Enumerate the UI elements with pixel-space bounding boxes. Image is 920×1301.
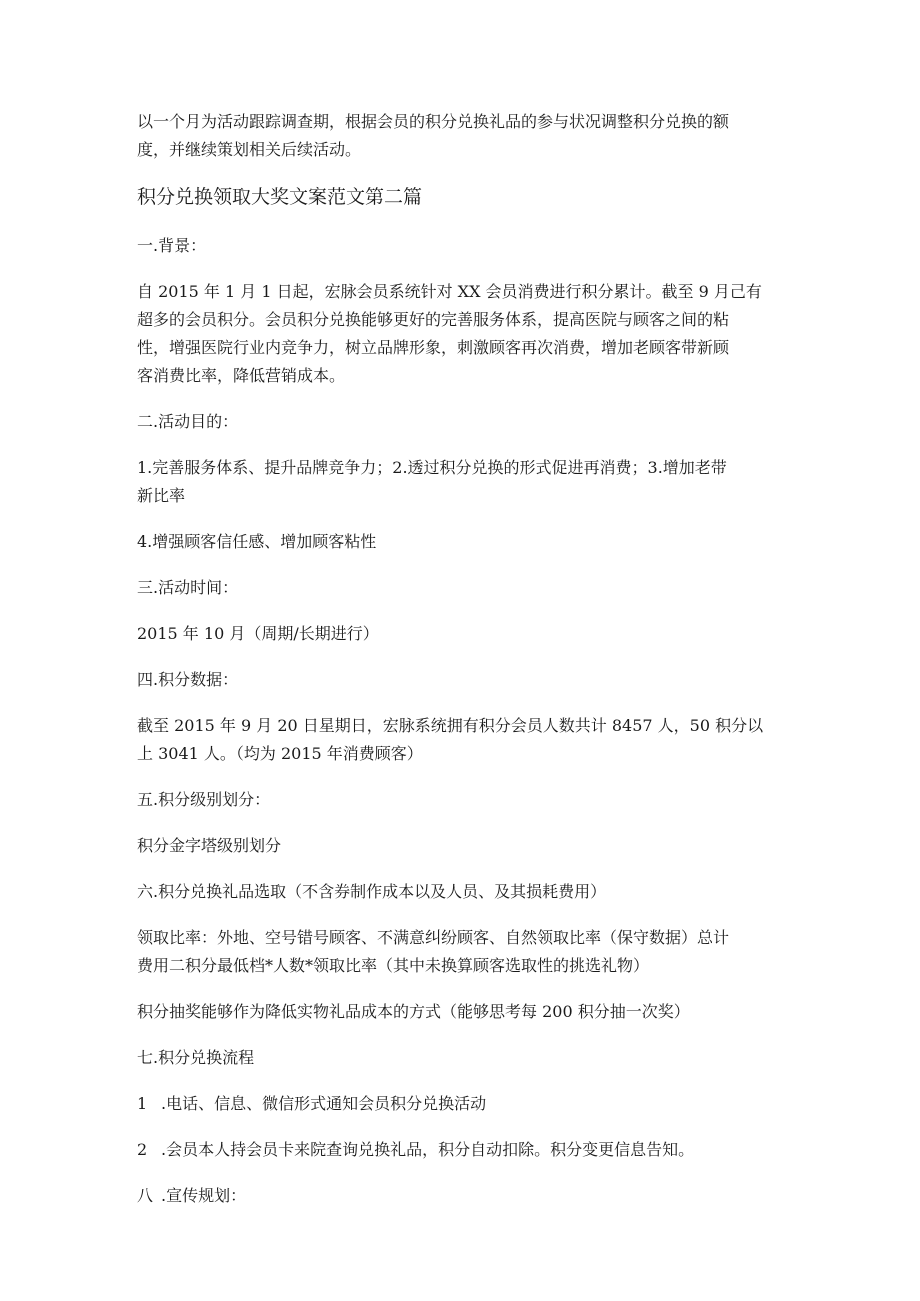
process-step-number: 1: [137, 1094, 148, 1113]
points-line: 上 3041 人。（均为 2015 年消费顾客）: [137, 744, 423, 763]
process-step-1: [137, 1090, 787, 1118]
level-heading: 五.积分级别划分：: [137, 790, 271, 809]
goal-line: 1.完善服务体系、提升品牌竞争力；2.透过积分兑换的形式促进再消费；3.增加老带: [137, 458, 727, 477]
lottery-text: 积分抽奖能够作为降低实物礼品成本的方式（能够思考每 200 积分抽一次奖）: [137, 1002, 690, 1021]
ratio-line: 领取比率：外地、空号错号顾客、不满意纠纷顾客、自然领取比率（保守数据）总计: [137, 928, 730, 947]
intro-paragraph: [137, 108, 787, 164]
goal-paragraph: [137, 454, 787, 510]
time-text: 2015 年 10 月（周期/长期进行）: [137, 624, 379, 643]
background-line: 性，增强医院行业内竞争力，树立品牌形象，刺激顾客再次消费，增加老顾客带新顾: [137, 338, 730, 357]
points-line: 截至 2015 年 9 月 20 日星期日，宏脉系统拥有积分会员人数共计 8457 人，50 积分以: [137, 716, 764, 735]
promo-number: 八: [137, 1186, 154, 1205]
process-step-2: [137, 1136, 787, 1164]
ratio-line: 费用二积分最低档*人数*领取比率（其中未换算顾客选取性的挑选礼物）: [137, 956, 650, 975]
intro-line: 以一个月为活动跟踪调查期，根据会员的积分兑换礼品的参与状况调整积分兑换的额: [137, 112, 730, 131]
level-text: 积分金字塔级别划分: [137, 836, 282, 855]
goal-line: 新比率: [137, 486, 186, 505]
intro-line: 度，并继续策划相关后续活动。: [137, 140, 362, 159]
goal-item-4: 4.增强顾客信任感、增加顾客粘性: [137, 532, 377, 551]
process-heading: 七.积分兑换流程: [137, 1048, 255, 1067]
process-step-number: 2: [137, 1140, 148, 1159]
ratio-paragraph: [137, 924, 787, 980]
promo-text: .宣传规划：: [161, 1186, 247, 1205]
document-title: 积分兑换领取大奖文案范文第二篇: [137, 186, 423, 208]
points-paragraph: [137, 712, 787, 768]
goal-heading: 二.活动目的：: [137, 412, 239, 431]
background-line: 客消费比率，降低营销成本。: [137, 366, 346, 385]
process-step-text: .电话、信息、微信形式通知会员积分兑换活动: [161, 1094, 487, 1113]
background-line: 超多的会员积分。会员积分兑换能够更好的完善服务体系，提高医院与顾客之间的粘: [137, 310, 730, 329]
background-paragraph: [137, 278, 787, 390]
process-step-text: .会员本人持会员卡来院查询兑换礼品，积分自动扣除。积分变更信息告知。: [161, 1140, 695, 1159]
background-line: 自 2015 年 1 月 1 日起，宏脉会员系统针对 XX 会员消费进行积分累计。截至 9 月己有: [137, 282, 762, 301]
document-page: [137, 108, 787, 1228]
background-heading: 一.背景：: [137, 236, 207, 255]
gift-heading: 六.积分兑换礼品选取（不含券制作成本以及人员、及其损耗费用）: [137, 882, 607, 901]
time-heading: 三.活动时间：: [137, 578, 239, 597]
promo-heading: [137, 1182, 787, 1210]
points-heading: 四.积分数据：: [137, 670, 239, 689]
